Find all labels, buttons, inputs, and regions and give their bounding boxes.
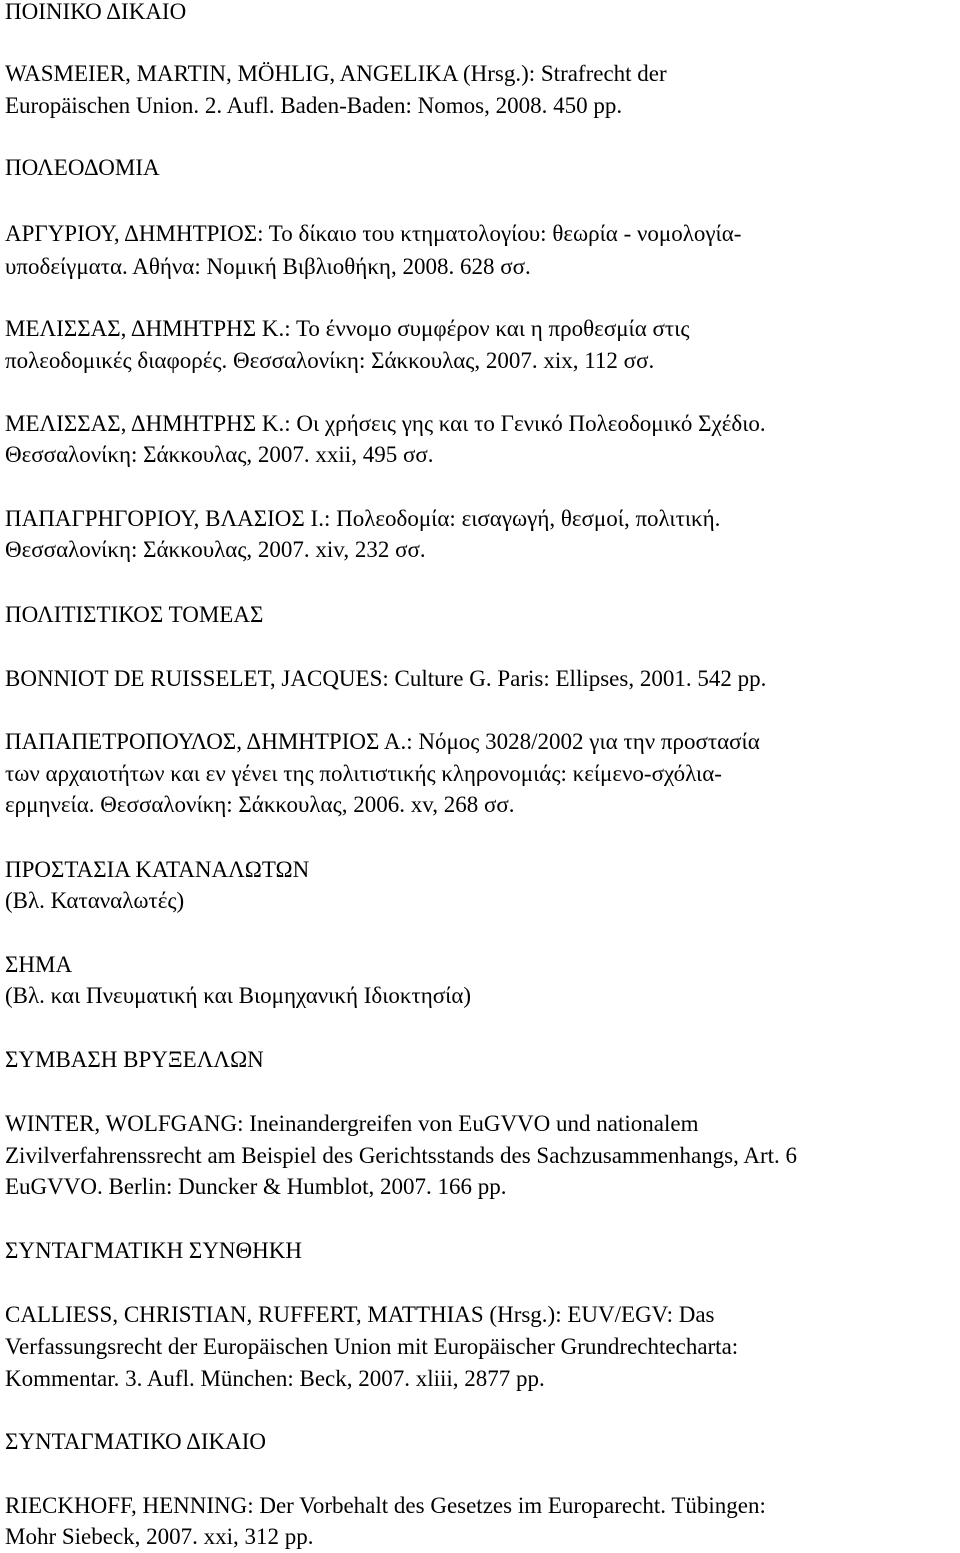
section-heading-urban-planning: ΠΟΛΕΟΔΟΜΙΑ (5, 155, 160, 180)
entry-line: Θεσσαλονίκη: Σάκκουλας, 2007. xiv, 232 σσ. (5, 537, 426, 562)
section-heading-constitutional-treaty: ΣΥΝΤΑΓΜΑΤΙΚΗ ΣΥΝΘΗΚΗ (5, 1238, 302, 1263)
entry-line: ΜΕΛΙΣΣΑΣ, ΔΗΜΗΤΡΗΣ Κ.: Το έννομο συμφέρον και η προθεσμία στις (5, 316, 690, 341)
entry-line: ΜΕΛΙΣΣΑΣ, ΔΗΜΗΤΡΗΣ Κ.: Οι χρήσεις γης και το Γενικό Πολεοδομικό Σχέδιο. (5, 411, 766, 436)
cross-reference: (Βλ. και Πνευματική και Βιομηχανική Ιδιοκτησία) (5, 983, 472, 1008)
section-heading-brussels-convention: ΣΥΜΒΑΣΗ ΒΡΥΞΕΛΛΩΝ (5, 1047, 264, 1072)
entry-line: ΑΡΓΥΡΙΟΥ, ΔΗΜΗΤΡΙΟΣ: Το δίκαιο του κτηματολογίου: θεωρία - νομολογία- (5, 221, 742, 246)
entry-line: Zivilverfahrenssrecht am Beispiel des Gerichtsstands des Sachzusammenhangs, Art. 6 (5, 1143, 798, 1168)
entry-line: ερμηνεία. Θεσσαλονίκη: Σάκκουλας, 2006. xv, 268 σσ. (5, 792, 515, 817)
section-heading-criminal-law: ΠΟΙΝΙΚΟ ΔΙΚΑΙΟ (5, 0, 187, 24)
entry-line: Θεσσαλονίκη: Σάκκουλας, 2007. xxii, 495 σσ. (5, 442, 434, 467)
section-heading-constitutional-law: ΣΥΝΤΑΓΜΑΤΙΚΟ ΔΙΚΑΙΟ (5, 1429, 267, 1454)
entry-line: WINTER, WOLFGANG: Ineinandergreifen von EuGVVO und nationalem (5, 1111, 699, 1136)
entry-line: Mohr Siebeck, 2007. xxi, 312 pp. (5, 1524, 314, 1549)
entry-line: Kommentar. 3. Aufl. München: Beck, 2007. xliii, 2877 pp. (5, 1366, 545, 1391)
entry-line: πολεοδομικές διαφορές. Θεσσαλονίκη: Σάκκουλας, 2007. xix, 112 σσ. (5, 348, 655, 373)
section-heading-cultural-sector: ΠΟΛΙΤΙΣΤΙΚΟΣ ΤΟΜΕΑΣ (5, 602, 264, 627)
entry-line: υποδείγματα. Αθήνα: Νομική Βιβλιοθήκη, 2008. 628 σσ. (5, 254, 531, 279)
entry-line: BONNIOT DE RUISSELET, JACQUES: Culture G. Paris: Ellipses, 2001. 542 pp. (5, 666, 767, 691)
entry-line: ΠΑΠΑΠΕΤΡΟΠΟΥΛΟΣ, ΔΗΜΗΤΡΙΟΣ Α.: Νόμος 3028/2002 για την προστασία (5, 729, 760, 754)
entry-line: των αρχαιοτήτων και εν γένει της πολιτιστικής κληρονομιάς: κείμενο-σχόλια- (5, 761, 722, 786)
entry-line: ΠΑΠΑΓΡΗΓΟΡΙΟΥ, ΒΛΑΣΙΟΣ Ι.: Πολεοδομία: εισαγωγή, θεσμοί, πολιτική. (5, 506, 721, 531)
section-heading-consumer-protection: ΠΡΟΣΤΑΣΙΑ ΚΑΤΑΝΑΛΩΤΩΝ (5, 857, 310, 882)
entry-line: Verfassungsrecht der Europäischen Union mit Europäischer Grundrechtecharta: (5, 1334, 739, 1359)
entry-line: RIECKHOFF, HENNING: Der Vorbehalt des Gesetzes im Europarecht. Tübingen: (5, 1493, 766, 1518)
entry-line: EuGVVO. Berlin: Duncker & Humblot, 2007. 166 pp. (5, 1174, 507, 1199)
entry-line: WASMEIER, MARTIN, MÖHLIG, ANGELIKA (Hrsg.): Strafrecht der (5, 61, 667, 86)
cross-reference: (Βλ. Καταναλωτές) (5, 888, 185, 913)
entry-line: Europäischen Union. 2. Aufl. Baden-Baden: Nomos, 2008. 450 pp. (5, 93, 623, 118)
entry-line: CALLIESS, CHRISTIAN, RUFFERT, MATTHIAS (Hrsg.): EUV/EGV: Das (5, 1302, 715, 1327)
section-heading-trademark: ΣΗΜΑ (5, 952, 73, 977)
